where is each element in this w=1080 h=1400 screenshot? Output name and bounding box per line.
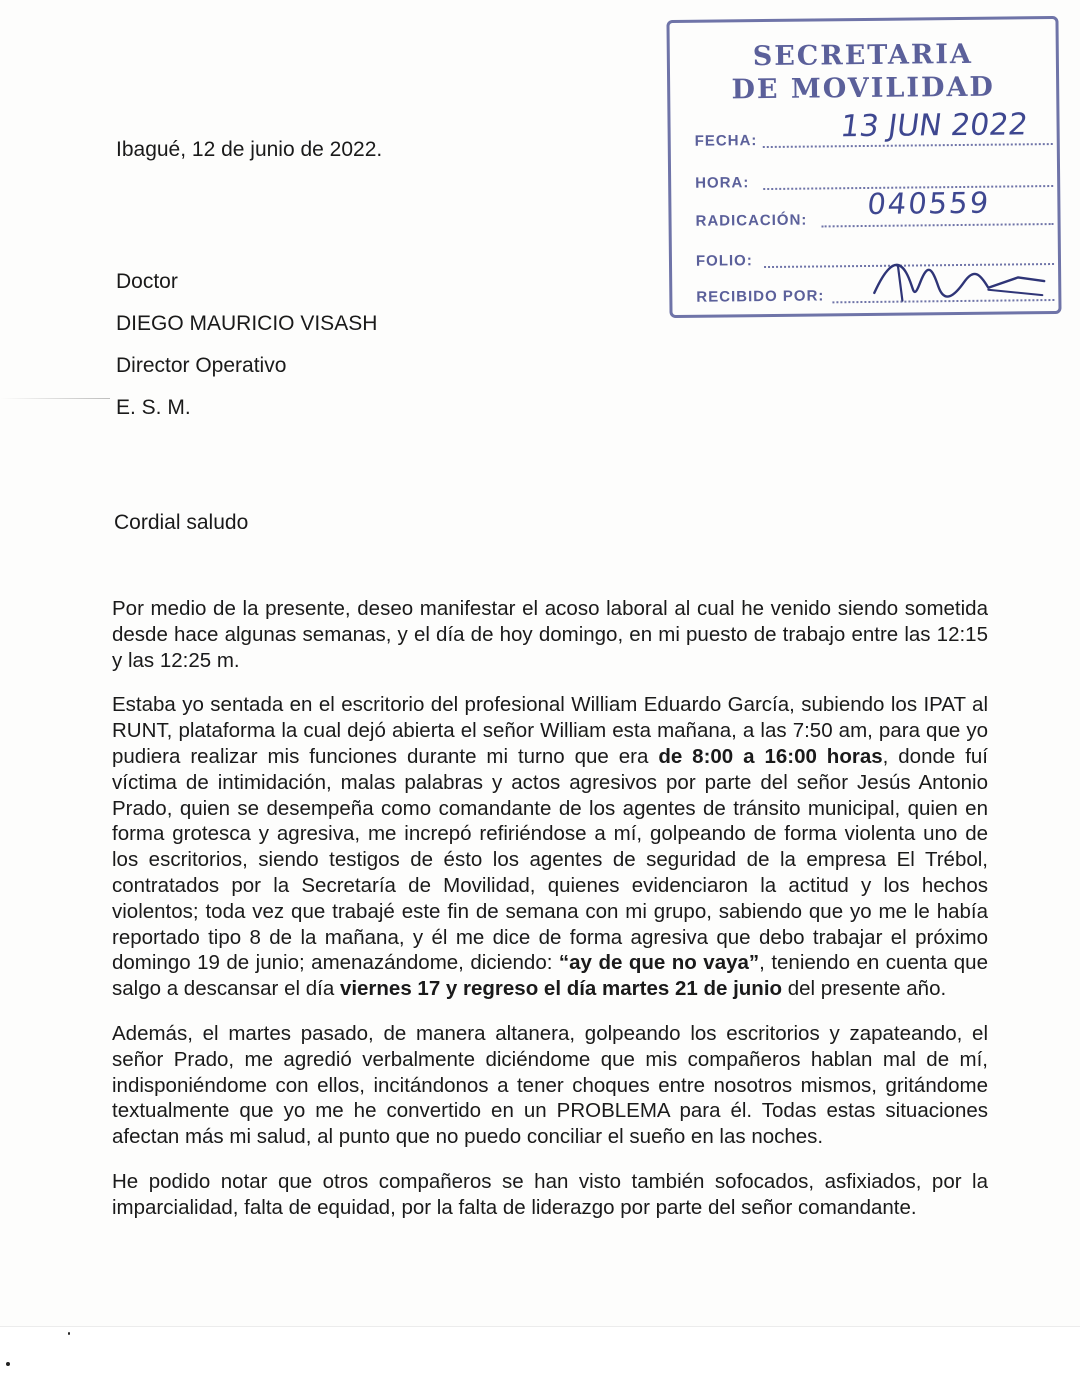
- paragraph-text: del presente año.: [782, 977, 947, 1001]
- page-bottom-margin: [0, 1326, 1080, 1400]
- stamp-signature-scribble: [868, 251, 1049, 309]
- paragraph-text: , donde fuí víctima de intimidación, malas palabras y actos agresivos por parte del señor Jesús Antonio Prado, quien se desempeña como comandante de los agentes de tránsito municipal, quien en forma grotesca y agresiva, me increpó refiriéndose a mí, golpeando de forma violenta uno de los escritorios, siendo testigos de ésto los agentes de seguridad de la empresa El Trébol, contratados por la Secretaría de Movilidad, quienes evidenciaron la actitud y los hechos violentos; toda vez que trabajé este fin de semana con mi grupo, sabiendo que yo me le había reportado tipo 8 de la mañana, y él me dice de forma agresiva que debo trabajar el próximo domingo 19 de junio; amenazándome, diciendo:: [112, 744, 988, 975]
- stamp-radicacion-value: 040559: [865, 185, 992, 221]
- stamp-fecha-value: 13 JUN 2022: [838, 107, 1030, 145]
- stamp-folio-label: FOLIO:: [695, 252, 753, 270]
- recipient-title: Doctor: [116, 270, 178, 293]
- recipient-block: [116, 261, 377, 429]
- paragraph-text: Estaba yo sentada en el escritorio del profesional William Eduardo García, subiendo los IPAT al RUNT, plataforma la cual dejó abierta el señor William esta mañana, a las 7:50 am, para que yo pudiera realizar mis funciones durante mi turno que era: [112, 693, 988, 768]
- stamp-radicacion-line: [822, 223, 1054, 227]
- paragraph-text: He podido notar que otros compañeros se han visto también sofocados, asfixiados, por la imparcialidad, falta de equidad, por la falta de liderazgo por parte del señor comandante.: [112, 1169, 988, 1219]
- reception-stamp: [666, 16, 1061, 318]
- body-paragraph: [112, 1169, 988, 1221]
- scan-speck: [6, 1362, 10, 1366]
- body-paragraph: [112, 596, 988, 673]
- stamp-header: [670, 37, 1057, 107]
- body-paragraph: [112, 1021, 988, 1150]
- letter-greeting: Cordial saludo: [114, 511, 249, 534]
- scan-artifact-line: [0, 398, 110, 399]
- stamp-radicacion-label: RADICACIÓN:: [695, 211, 808, 230]
- body-paragraph: [112, 692, 988, 1002]
- emphasized-text: de 8:00 a 16:00 horas: [658, 744, 883, 768]
- stamp-title-line1: SECRETARIA: [752, 38, 974, 73]
- stamp-hora-label: HORA:: [695, 174, 750, 192]
- paragraph-text: , teniendo en cuenta que salgo a descansar el día: [112, 951, 988, 1001]
- emphasized-text: viernes 17 y regreso el día martes 21 de junio: [339, 977, 783, 1001]
- stamp-title-line2: DE MOVILIDAD: [731, 71, 995, 106]
- stamp-recibido-label: RECIBIDO POR:: [696, 287, 825, 306]
- emphasized-text: “ay de que no vaya”: [558, 951, 760, 975]
- paragraph-text: Además, el martes pasado, de manera altanera, golpeando los escritorios y zapateando, el señor Prado, me agredió verbalmente diciéndome que mis compañeros hablan mal de mí, indisponiéndome con ellos, incitándonos a tener choques entre nosotros mismos, gritándome textualmente que yo me he convertido en un PROBLEMA para él. Todas estas situaciones afectan más mi salud, al punto que no puedo conciliar el sueño en las noches.: [112, 1021, 988, 1149]
- recipient-closing: E. S. M.: [116, 396, 191, 419]
- scan-speck: [68, 1332, 70, 1335]
- recipient-name: DIEGO MAURICIO VISASH: [116, 312, 378, 335]
- paragraph-text: Por medio de la presente, deseo manifestar el acoso laboral al cual he venido siendo sometida desde hace algunas semanas, y el día de hoy domingo, en mi puesto de trabajo entre las 12:15 y las 12:25 m.: [112, 597, 988, 672]
- recipient-position: Director Operativo: [116, 354, 287, 377]
- stamp-fecha-line: [763, 143, 1053, 148]
- letter-body: [112, 596, 988, 1240]
- stamp-fecha-label: FECHA:: [694, 132, 758, 150]
- letter-dateline: Ibagué, 12 de junio de 2022.: [116, 138, 383, 161]
